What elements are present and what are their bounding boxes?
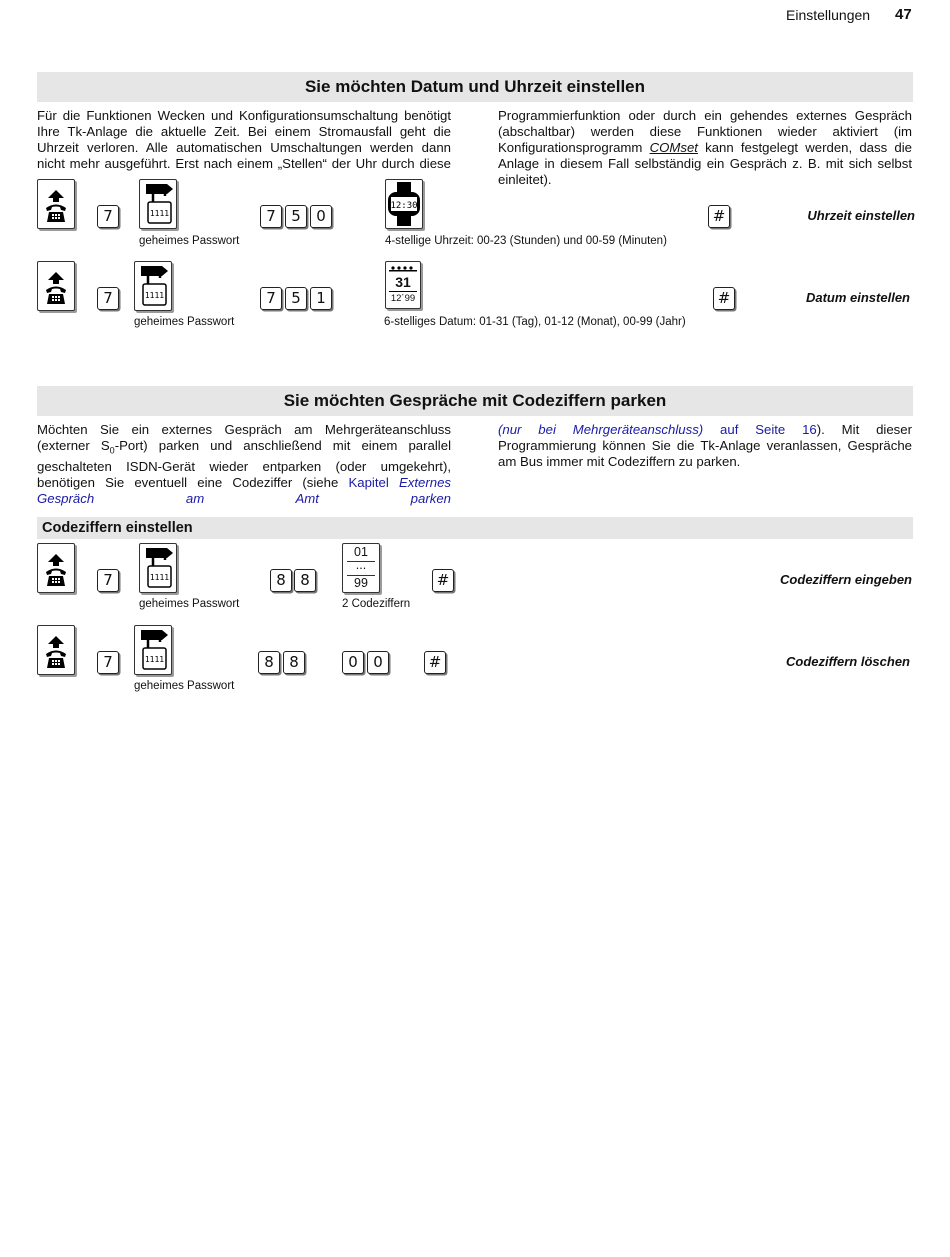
clock-display: 12:30 xyxy=(390,201,418,211)
section-title: Sie möchten Gespräche mit Codeziffern parken xyxy=(283,391,667,410)
calendar-day: 31 xyxy=(395,274,411,290)
handset-lift-icon xyxy=(37,543,75,593)
key-8: 8 xyxy=(283,651,305,674)
handset-lift-icon xyxy=(37,261,75,311)
handset-lift-icon xyxy=(37,625,75,675)
code-caption: 2 Codeziffern xyxy=(342,598,411,610)
password-caption: geheimes Passwort xyxy=(134,316,235,328)
calendar-icon xyxy=(385,261,421,309)
key-7: 7 xyxy=(260,205,282,228)
app-name: COMset xyxy=(649,140,698,155)
action-label: Datum einstellen xyxy=(805,290,910,305)
password-digits: 1111 xyxy=(144,655,165,664)
hash-key: # xyxy=(708,205,730,228)
parking-text-left xyxy=(37,422,451,507)
subsection-title-bar xyxy=(37,517,913,539)
password-digits: 1111 xyxy=(149,209,170,218)
chapter-link[interactable]: Kapitel xyxy=(348,474,399,490)
page-number: 47 xyxy=(895,6,912,23)
key-7: 7 xyxy=(97,205,119,228)
section-title: Sie möchten Datum und Uhrzeit einstellen xyxy=(304,77,646,96)
password-caption: geheimes Passwort xyxy=(139,598,240,610)
clock-icon xyxy=(385,179,423,229)
handset-lift-icon xyxy=(37,179,75,229)
password-lock-icon xyxy=(139,179,177,229)
key-8: 8 xyxy=(258,651,280,674)
code-ellipsis: ... xyxy=(355,558,367,572)
text-part: -Port) parken und anschließend mit einem parallel geschalteten ISDN-Gerät wieder entparken (oder umgekehrt), benötigen Sie eventuell eine Codeziffer (siehe xyxy=(37,438,451,490)
running-header: Einstellungen xyxy=(786,7,871,23)
key-7: 7 xyxy=(260,287,282,310)
hash-key: # xyxy=(432,569,454,592)
subscript: 0 xyxy=(109,445,115,456)
intro-text-right xyxy=(498,108,912,188)
subsection-title: Codeziffern einstellen xyxy=(42,520,193,536)
intro-text-left: Für die Funktionen Wecken und Konfigurationsumschaltung benötigt Ihre Tk-Anlage die aktuelle Zeit. Bei einem Stromausfall geht die Uhrzeit verloren. Alle automatischen Umschaltungen werden dann nicht mehr ausgeführt. Erst nach einem „Stellen“ der Uhr durch diese xyxy=(37,108,451,171)
key-7: 7 xyxy=(97,569,119,592)
parking-text-right xyxy=(498,422,912,470)
password-digits: 1111 xyxy=(149,573,170,582)
key-1: 1 xyxy=(310,287,332,310)
password-lock-icon xyxy=(134,261,172,311)
hash-key: # xyxy=(424,651,446,674)
text-part: Möchten Sie ein externes Gespräch am Mehrgeräteanschluss (externer S xyxy=(37,422,451,453)
password-digits: 1111 xyxy=(144,291,165,300)
action-label: Codeziffern löschen xyxy=(785,654,910,669)
code-bottom: 99 xyxy=(354,576,368,590)
intro-text-part: kann festgelegt werden, dass die Anlage in diesem Fall selbständig ein Gespräch z. B. mit sich selbst einleitet). xyxy=(498,140,912,187)
key-0: 0 xyxy=(310,205,332,228)
action-label: Uhrzeit einstellen xyxy=(807,208,915,223)
time-caption: 4-stellige Uhrzeit: 00-23 (Stunden) und 00-59 (Minuten) xyxy=(385,235,667,247)
intro-text-part: Programmierfunktion oder durch ein gehendes externes Gespräch (abschaltbar) werden diese Funktionen wieder aktiviert (im Konfigurationsprogramm xyxy=(498,108,912,155)
text-part: ). Mit dieser Programmierung können Sie die Tk-Anlage veranlassen, Gespräche am Bus immer mit Codeziffern zu parken. xyxy=(498,422,912,469)
code-digits-icon xyxy=(342,543,380,593)
chapter-link-title[interactable]: Externes Gespräch am Amt parken xyxy=(37,474,451,506)
date-caption: 6-stelliges Datum: 01-31 (Tag), 01-12 (Monat), 00-99 (Jahr) xyxy=(384,316,686,328)
key-8: 8 xyxy=(294,569,316,592)
section-title-bar xyxy=(37,386,913,416)
key-0: 0 xyxy=(367,651,389,674)
section-title-bar xyxy=(37,72,913,102)
key-8: 8 xyxy=(270,569,292,592)
password-caption: geheimes Passwort xyxy=(139,235,240,247)
password-caption: geheimes Passwort xyxy=(134,680,235,692)
action-label: Codeziffern eingeben xyxy=(780,572,912,587)
calendar-month: 12´99 xyxy=(390,293,416,304)
page-link-condition[interactable]: (nur bei Mehrgeräteanschluss) xyxy=(498,422,704,437)
hash-key: # xyxy=(713,287,735,310)
key-5: 5 xyxy=(285,205,307,228)
key-0: 0 xyxy=(342,651,364,674)
password-lock-icon xyxy=(139,543,177,593)
key-7: 7 xyxy=(97,287,119,310)
page-link[interactable]: auf Seite 16 xyxy=(703,422,817,437)
password-lock-icon xyxy=(134,625,172,675)
code-top: 01 xyxy=(354,545,368,559)
key-7: 7 xyxy=(97,651,119,674)
key-5: 5 xyxy=(285,287,307,310)
